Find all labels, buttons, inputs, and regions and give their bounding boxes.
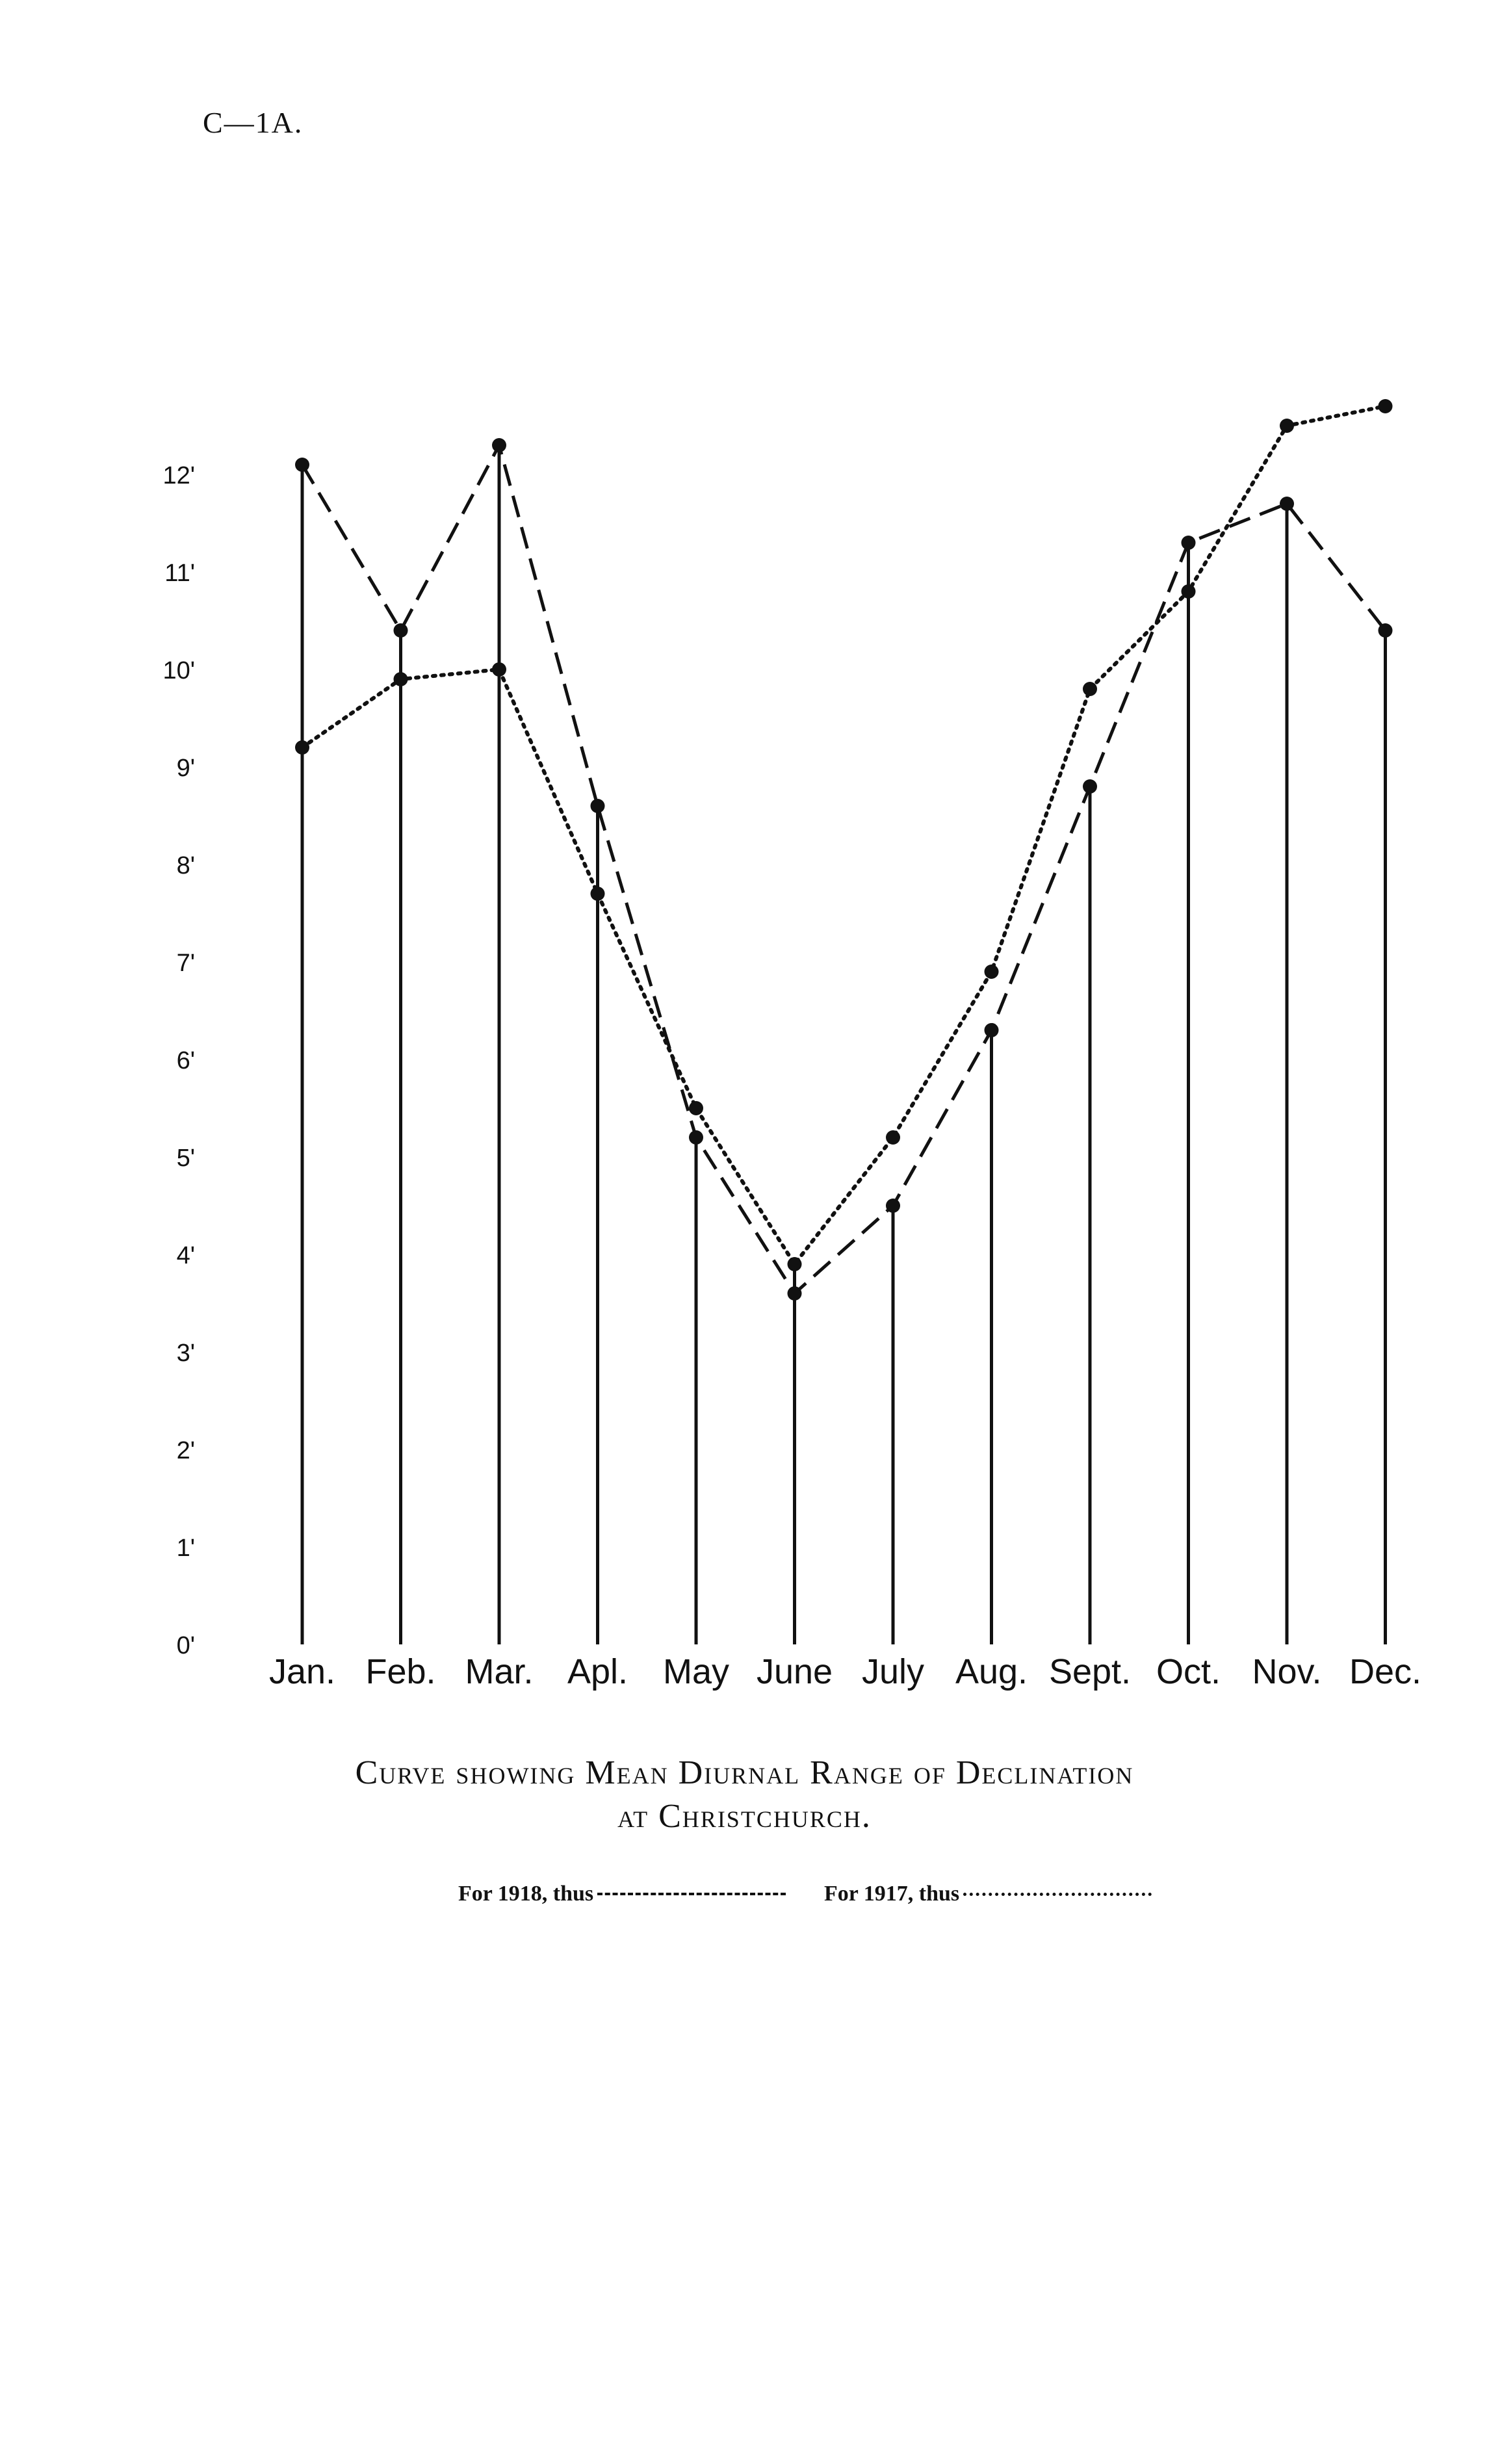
point-1918-mar (492, 438, 506, 452)
point-1917-apl (591, 887, 605, 901)
chart-subtitle: at Christchurch. (617, 1798, 872, 1835)
x-tick-label: Dec. (1349, 1652, 1422, 1691)
x-tick-label: May (662, 1652, 730, 1691)
point-1918-nov (1280, 497, 1294, 511)
point-1918-july (886, 1199, 900, 1213)
y-tick-label: 10' (162, 657, 195, 684)
x-tick-label: Jan. (268, 1652, 336, 1691)
point-1918-aug (985, 1023, 999, 1037)
y-tick-label: 6' (176, 1047, 195, 1074)
point-1917-nov (1280, 419, 1294, 433)
y-tick-label: 1' (176, 1535, 195, 1562)
y-tick-label: 9' (176, 755, 195, 782)
point-1918-may (689, 1130, 703, 1145)
point-1918-oct (1182, 536, 1196, 550)
x-tick-label: Feb. (365, 1652, 436, 1691)
point-1918-feb (394, 623, 408, 638)
x-tick-label: Aug. (955, 1652, 1028, 1691)
point-1917-may (689, 1101, 703, 1115)
y-tick-label: 3' (176, 1340, 195, 1367)
y-tick-label: 7' (176, 950, 195, 977)
point-1917-sept (1083, 682, 1097, 696)
point-1918-apl (591, 799, 605, 813)
legend-label-1918: For 1918, thus (458, 1882, 594, 1906)
x-tick-label: July (861, 1652, 925, 1691)
point-1917-july (886, 1130, 900, 1145)
series-line-1917 (302, 406, 1386, 1264)
point-1917-dec (1379, 399, 1393, 413)
y-tick-label: 12' (162, 462, 195, 489)
point-1918-dec (1379, 623, 1393, 638)
y-tick-label: 5' (176, 1145, 195, 1172)
series-points (295, 399, 1393, 1301)
series-lines (302, 406, 1386, 1293)
legend-item-1917 (824, 1882, 1152, 1906)
point-1917-oct (1182, 584, 1196, 599)
point-1918-sept (1083, 779, 1097, 794)
y-tick-label: 4' (176, 1242, 195, 1269)
y-tick-label: 11' (164, 560, 195, 587)
month-stems (302, 445, 1386, 1644)
page-reference: C—1A. (203, 106, 304, 139)
point-1917-jan (295, 740, 309, 755)
x-tick-label: Apl. (567, 1652, 628, 1691)
point-1918-june (788, 1286, 802, 1301)
legend-dashed-line (597, 1893, 786, 1895)
y-tick-label: 0' (176, 1632, 195, 1659)
x-tick-label: Sept. (1048, 1652, 1132, 1691)
series-line-1918 (302, 445, 1386, 1293)
y-axis-tick-labels (162, 462, 195, 1659)
point-1918-jan (295, 458, 309, 472)
x-tick-label: Nov. (1252, 1652, 1322, 1691)
point-1917-mar (492, 662, 506, 677)
x-tick-label: June (756, 1652, 833, 1691)
y-tick-label: 8' (176, 852, 195, 879)
chart-title: Curve showing Mean Diurnal Range of Declination (355, 1754, 1134, 1791)
x-tick-label: Mar. (465, 1652, 534, 1691)
point-1917-aug (985, 965, 999, 979)
legend-label-1917: For 1917, thus (824, 1882, 960, 1906)
y-tick-label: 2' (176, 1437, 195, 1464)
x-tick-label: Oct. (1156, 1652, 1221, 1691)
legend-dotted-line (963, 1893, 1152, 1896)
point-1917-june (788, 1257, 802, 1271)
legend-item-1918 (458, 1882, 786, 1906)
x-axis-month-labels (269, 1652, 1421, 1691)
point-1917-feb (394, 672, 408, 686)
